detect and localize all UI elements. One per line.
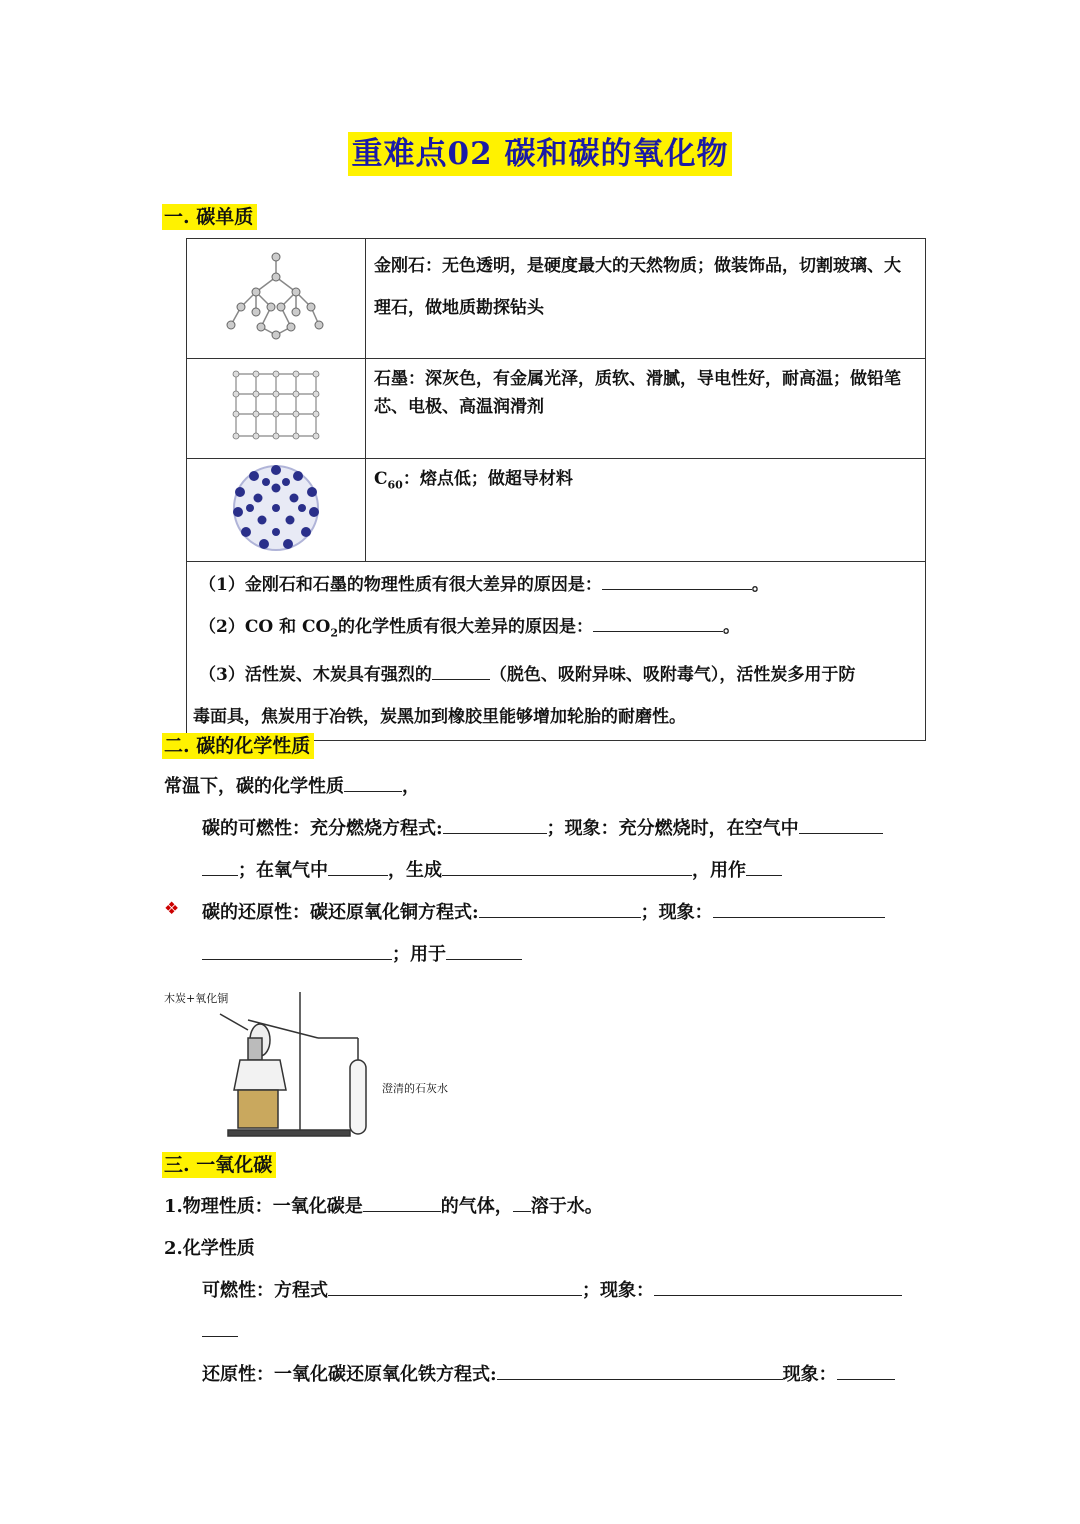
apparatus-diagram xyxy=(200,990,390,1145)
answer-blank[interactable] xyxy=(713,899,885,918)
answer-blank[interactable] xyxy=(202,941,392,960)
answer-blank[interactable] xyxy=(363,1193,441,1212)
answer-blank[interactable] xyxy=(593,613,723,632)
answer-blank[interactable] xyxy=(442,857,692,876)
question-3: （3）活性炭、木炭具有强烈的 （脱色、吸附异味、吸附毒气），活性炭多用于防 xyxy=(199,654,913,696)
section-heading-carbon-monoxide: 三. 一氧化碳 xyxy=(162,1150,276,1177)
question-3-continued: 毒面具，焦炭用于冶铁，炭黑加到橡胶里能够增加轮胎的耐磨性。 xyxy=(193,707,686,728)
reduction-line-2: ；用于 xyxy=(202,940,522,966)
table-row xyxy=(187,239,926,359)
answer-blank[interactable] xyxy=(479,899,641,918)
table-row xyxy=(187,359,926,459)
combustibility-line-2: ；在氧气中 ，生成 ，用作 xyxy=(202,856,782,882)
answer-blank[interactable] xyxy=(602,571,752,590)
table-row xyxy=(187,562,926,741)
question-2: （2）CO 和 $CO_2$的化学性质有很大差异的原因是： 。 xyxy=(199,606,913,654)
co-reduction-line: 还原性：一氧化碳还原氧化铁方程式: 现象： xyxy=(202,1360,895,1386)
answer-blank[interactable] xyxy=(443,815,547,834)
graphite-structure-icon xyxy=(226,364,326,450)
table-row xyxy=(187,459,926,562)
answer-blank[interactable] xyxy=(202,1318,238,1337)
diamond-structure-icon xyxy=(221,247,331,347)
questions-cell xyxy=(187,562,926,741)
section-heading-carbon-elements: 一. 碳单质 xyxy=(162,202,257,229)
apparatus-label-limewater: 澄清的石灰水 xyxy=(382,1082,448,1095)
answer-blank[interactable] xyxy=(344,773,402,792)
diamond-description: 金刚石：无色透明，是硬度最大的天然物质；做装饰品，切割玻璃、大理石，做地质勘探钻头 xyxy=(366,239,926,359)
section-heading-carbon-chemistry: 二. 碳的化学性质 xyxy=(162,731,314,758)
c60-structure-icon xyxy=(228,460,324,556)
answer-blank[interactable] xyxy=(328,857,388,876)
apparatus-label-reactants: 木炭+氧化铜 xyxy=(164,992,229,1005)
answer-blank[interactable] xyxy=(837,1361,895,1380)
answer-blank[interactable] xyxy=(432,661,490,680)
carbon-elements-table xyxy=(186,238,926,741)
question-1: （1）金刚石和石墨的物理性质有很大差异的原因是： 。 xyxy=(199,564,913,606)
answer-blank[interactable] xyxy=(799,815,883,834)
answer-blank[interactable] xyxy=(497,1361,783,1380)
reduction-line: 碳的还原性：碳还原氧化铜方程式: ；现象： xyxy=(202,898,885,924)
diamond-cell xyxy=(187,239,366,359)
bullet-icon: ❖ xyxy=(164,899,180,919)
answer-blank[interactable] xyxy=(654,1277,902,1296)
graphite-cell xyxy=(187,359,366,459)
co-combustibility-line: 可燃性：方程式 ；现象： xyxy=(202,1276,902,1302)
answer-blank[interactable] xyxy=(513,1193,531,1212)
stability-line: 常温下，碳的化学性质 ， xyxy=(164,772,420,798)
combustibility-line: 碳的可燃性：充分燃烧方程式: ；现象：充分燃烧时，在空气中 xyxy=(202,814,883,840)
answer-blank[interactable] xyxy=(446,941,522,960)
co-physical-properties: 1.物理性质：一氧化碳是 的气体， 溶于水。 xyxy=(164,1192,603,1218)
graphite-description: 石墨：深灰色，有金属光泽，质软、滑腻，导电性好，耐高温；做铅笔芯、电极、高温润滑剂 xyxy=(366,359,926,459)
co-chemical-properties: 2.化学性质 xyxy=(164,1238,255,1259)
c60-cell xyxy=(187,459,366,562)
page-title: 重难点02 碳和碳的氧化物 xyxy=(0,128,1080,173)
answer-blank[interactable] xyxy=(202,857,238,876)
answer-blank[interactable] xyxy=(328,1277,582,1296)
c60-description: $C_{60}$：熔点低；做超导材料 xyxy=(366,459,926,562)
answer-blank[interactable] xyxy=(746,857,782,876)
co-combustibility-line-2 xyxy=(202,1318,238,1342)
